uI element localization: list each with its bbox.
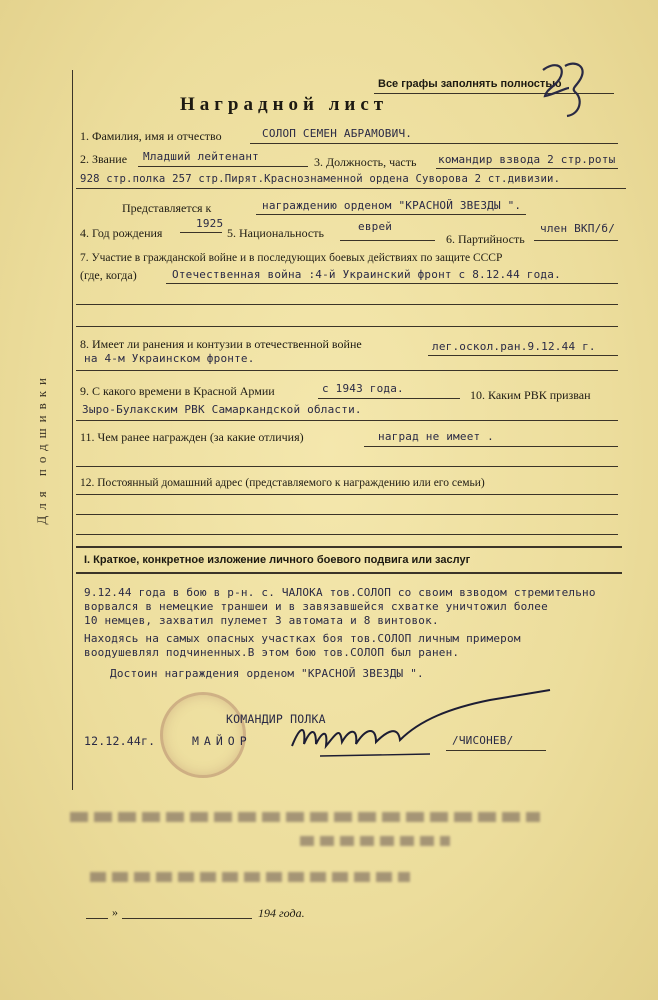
signer-position: КОМАНДИР ПОЛКА	[226, 712, 326, 726]
field-3-value: командир взвода 2 стр.роты	[438, 153, 616, 166]
field-12-line-3	[76, 534, 618, 535]
field-7-value: Отечественная война :4-й Украинский фронт с 8.12.44 года.	[172, 268, 561, 281]
field-10-value: Зыро-Булакским РВК Самаркандской области.	[82, 403, 362, 416]
field-12-line-2	[76, 514, 618, 515]
faded-text-line	[300, 836, 450, 846]
field-11-line	[364, 446, 618, 447]
field-6-label: 6. Партийность	[446, 232, 525, 246]
signer-rank: МАЙОР	[192, 734, 252, 748]
field-3-line	[436, 168, 618, 169]
field-7-label: 7. Участие в гражданской войне и в последующих боевых действиях по защите СССР	[80, 252, 503, 264]
field-8-line	[428, 355, 618, 356]
field-5-line	[340, 240, 435, 241]
feat-line: 10 немцев, захватил пулемет 3 автомата и 8 винтовок.	[84, 614, 439, 627]
field-9-label: 9. С какого времени в Красной Армии	[80, 384, 275, 398]
signer-name: /ЧИСОНЕВ/	[452, 734, 514, 747]
field-8-blank-line	[76, 370, 618, 371]
presented-label: Представляется к	[122, 201, 212, 215]
field-7-blank-line-1	[76, 304, 618, 305]
margin-line	[72, 70, 73, 790]
field-4-value: 1925	[196, 217, 224, 230]
field-8-value: лег.оскол.ран.9.12.44 г.	[432, 340, 596, 353]
field-9-line	[318, 398, 460, 399]
field-7-line	[166, 283, 618, 284]
field-10-line	[76, 420, 618, 421]
handwritten-signature	[280, 686, 570, 766]
presented-value: награждению орденом "КРАСНОЙ ЗВЕЗДЫ ".	[262, 199, 522, 212]
instruction-note: Все графы заполнять полностью	[378, 78, 562, 90]
margin-label: Для подшивки	[34, 372, 49, 525]
field-11-value: наград не имеет .	[378, 430, 494, 443]
field-3-label: 3. Должность, часть	[314, 155, 417, 169]
field-10-label: 10. Каким РВК призван	[470, 388, 591, 402]
field-7-label-cont: (где, когда)	[80, 268, 137, 282]
section-divider-bottom	[76, 572, 622, 574]
field-8-value-cont: на 4-м Украинском фронте.	[84, 352, 255, 365]
field-2-value: Младший лейтенант	[143, 150, 259, 163]
feat-line: Находясь на самых опасных участках боя тов.СОЛОП личным примером	[84, 632, 521, 645]
field-1-value: СОЛОП СЕМЕН АБРАМОВИЧ.	[262, 127, 413, 140]
feat-line: воодушевлял подчиненных.В этом бою тов.СОЛОП был ранен.	[84, 646, 460, 659]
field-9-value: с 1943 года.	[322, 382, 404, 395]
field-1-line	[250, 143, 618, 144]
field-4-label: 4. Год рождения	[80, 226, 163, 240]
field-8-label: 8. Имеет ли ранения и контузии в отечественной войне	[80, 337, 362, 351]
field-3-cont-line	[76, 188, 626, 189]
faded-text-line	[70, 812, 540, 822]
field-11-blank-line	[76, 466, 618, 467]
field-4-line	[180, 232, 222, 233]
award-sheet-page: Для подшивки Все графы заполнять полностью Наградной лист 1. Фамилия, имя и отчество СОЛОП СЕМЕН АБРАМОВИЧ. 2. Звание Младший лейтенант 3. Должность, часть командир взвода 2 стр.роты 928 стр.полка 257 стр.Пирят.Краснознаменной ордена Суворова 2 ст.дивизии. Представляется к награждению орденом "КРАСНОЙ ЗВЕЗДЫ ". 4. Год рождения 1925 5. Национальность еврей 6. Партийность член ВКП/б/ 7. Участие в гражданской войне и в последующих боевых действиях по защите СССР (где, когда) Отечественная война :4-й Украинский фронт с 8.12.44 года. 8. Имеет ли ранения и контузии в отечественной войне лег.оскол.ран.9.12.44 г. на 4-м Украинском фронте. 9. С какого времени в Красной Армии с 1943 года. 10. Каким РВК призван Зыро-Булакским РВК Самаркандской области. 11. Чем ранее награжден (за какие отличия) наград не имеет . 12. Постоянный домашний адрес (представляемого к награждению или его семьи) I. Краткое, конкретное изложение личного боевого подвига или заслуг 9.12.44 года в бою в р-н. с. ЧАЛОКА тов.СОЛОП со своим взводом стремительно ворвался в немецкие траншеи и в завязавшейся схватке уничтожил более 10 немцев, захватил пулемет 3 автомата и 8 винтовок. Находясь на самых опасных участках боя тов.СОЛОП личным примером воодушевлял подчиненных.В этом бою тов.СОЛОП был ранен. Достоин награждения орденом "КРАСНОЙ ЗВЕЗДЫ ". КОМАНДИР ПОЛКА 12.12.44г. МАЙОР /ЧИСОНЕВ/ » 194 года.	[0, 0, 658, 1000]
faded-text-line	[90, 872, 410, 882]
signature-date: 12.12.44г.	[84, 734, 156, 748]
field-12-label: 12. Постоянный домашний адрес (представляемого к награждению или его семьи)	[80, 477, 485, 489]
field-12-line-1	[76, 494, 618, 495]
footer-year: 194 года.	[258, 906, 305, 920]
feat-line: Достоин награждения орденом "КРАСНОЙ ЗВЕЗДЫ ".	[110, 667, 424, 680]
presented-line	[256, 214, 526, 215]
handwritten-number-mark	[535, 58, 595, 123]
field-5-label: 5. Национальность	[227, 226, 324, 240]
field-11-label: 11. Чем ранее награжден (за какие отличия)	[80, 430, 304, 444]
field-2-label: 2. Звание	[80, 152, 128, 166]
footer-day-line	[86, 918, 108, 919]
feat-line: ворвался в немецкие траншеи и в завязавшейся схватке уничтожил более	[84, 600, 548, 613]
field-3-value-cont: 928 стр.полка 257 стр.Пирят.Краснознаменной ордена Суворова 2 ст.дивизии.	[80, 173, 561, 185]
field-6-line	[534, 240, 618, 241]
field-7-blank-line-2	[76, 326, 618, 327]
feat-line: 9.12.44 года в бою в р-н. с. ЧАЛОКА тов.СОЛОП со своим взводом стремительно	[84, 586, 596, 599]
section-divider-top	[76, 546, 622, 548]
field-2-line	[138, 166, 308, 167]
field-6-value: член ВКП/б/	[540, 222, 616, 235]
feat-heading: I. Краткое, конкретное изложение личного боевого подвига или заслуг	[84, 554, 471, 566]
field-1-label: 1. Фамилия, имя и отчество	[80, 129, 222, 143]
signer-name-line	[446, 750, 546, 751]
field-5-value: еврей	[358, 220, 393, 233]
document-title: Наградной лист	[180, 94, 389, 115]
footer-month-line	[122, 918, 252, 919]
